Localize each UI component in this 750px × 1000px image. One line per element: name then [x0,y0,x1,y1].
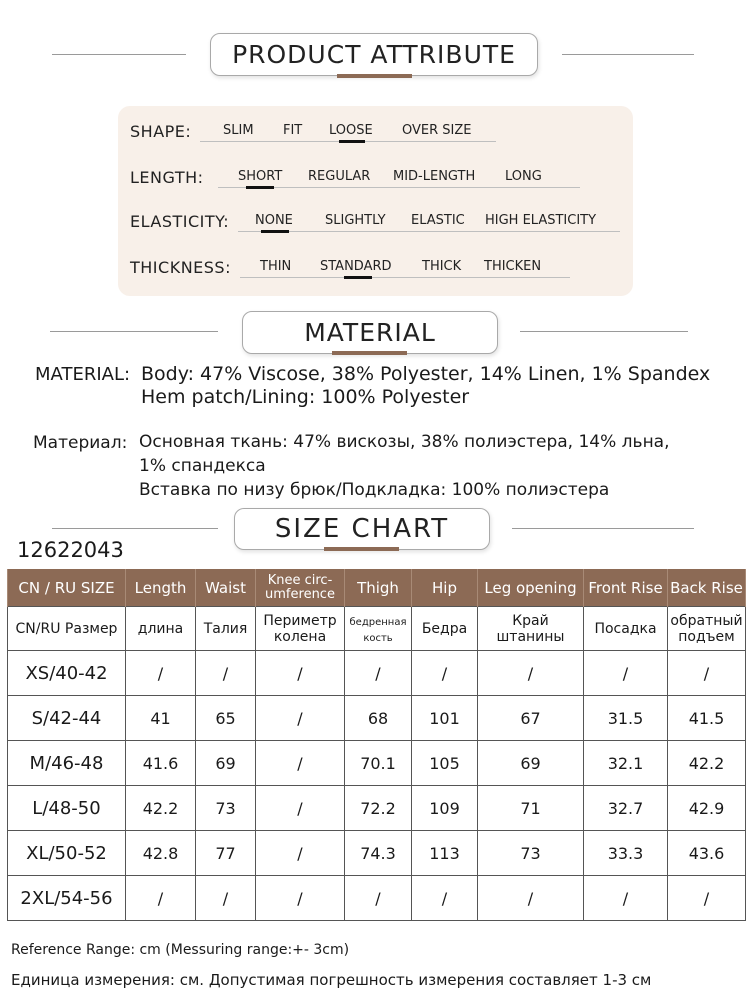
measure-cell: / [256,696,345,741]
material-line-ru: Основная ткань: 47% вискозы, 38% полиэстера, 14% льна, [139,432,670,452]
size-cell: S/42-44 [8,696,126,741]
material-line-en: Hem patch/Lining: 100% Polyester [141,386,470,408]
title-accent-bar [332,351,407,355]
measure-cell: / [196,651,256,696]
measure-cell: / [478,651,584,696]
footer-note-ru: Единица измерения: см. Допустимая погрешность измерения составляет 1-3 см [11,971,652,989]
material-label-ru: Материал: [33,433,128,453]
material-line-ru: 1% спандекса [139,456,266,476]
col-header-ru: Талия [196,607,256,651]
measure-cell: 74.3 [345,831,412,876]
measure-cell: 109 [412,786,478,831]
measure-cell: 42.9 [668,786,746,831]
attr-label-thickness: THICKNESS: [130,258,231,277]
measure-cell: 69 [478,741,584,786]
measure-cell: 101 [412,696,478,741]
attr-option: REGULAR [308,169,371,184]
measure-cell: 41.6 [126,741,196,786]
section-title-text: SIZE CHART [274,514,450,544]
size-rows [8,651,746,921]
attr-option: THICKEN [484,259,542,274]
col-header: Thigh [345,569,412,607]
measure-cell: / [256,741,345,786]
measure-cell: 41.5 [668,696,746,741]
section-title-text: MATERIAL [304,318,436,347]
measure-cell: 42.2 [126,786,196,831]
material-line-en: Body: 47% Viscose, 38% Polyester, 14% Linen, 1% Spandex [141,363,711,385]
attr-option: SLIM [223,123,254,138]
attr-label-elasticity: ELASTICITY: [130,212,230,231]
measure-cell: / [256,831,345,876]
measure-cell: 72.2 [345,786,412,831]
table-row [8,651,746,696]
col-header-ru: Периметр колена [256,607,345,651]
divider-line [50,331,218,332]
title-accent-bar [337,74,412,78]
measure-cell: 105 [412,741,478,786]
table-row [8,741,746,786]
col-header-ru: обратный подъем [668,607,746,651]
measure-cell: 69 [196,741,256,786]
attr-option: HIGH ELASTICITY [485,213,597,228]
material-line-ru: Вставка по низу брюк/Подкладка: 100% полиэстера [139,480,610,500]
col-header-ru [345,607,412,651]
attr-label-shape: SHAPE: [130,122,192,141]
attr-option-selected: SHORT [238,169,283,184]
attr-selected-marker [261,230,289,233]
measure-cell: 65 [196,696,256,741]
attr-underline [240,277,570,278]
col-header-ru: CN/RU Размер [8,607,126,651]
size-chart-table [7,569,746,921]
measure-cell: / [412,876,478,921]
table-header-ru-row [8,607,746,651]
measure-cell: 32.1 [584,741,668,786]
table-header-row [8,569,746,607]
measure-cell: / [584,651,668,696]
attr-option: OVER SIZE [402,123,472,138]
section-title-product-attribute [210,33,538,76]
measure-cell: 73 [196,786,256,831]
attr-option: ELASTIC [411,213,465,228]
attr-option: MID-LENGTH [393,169,476,184]
table-row [8,696,746,741]
attr-option: FIT [283,123,303,138]
col-header: Waist [196,569,256,607]
divider-line [52,528,218,529]
measure-cell: / [256,876,345,921]
attr-selected-marker [339,140,365,143]
measure-cell: 42.8 [126,831,196,876]
measure-cell: / [584,876,668,921]
col-header-ru: Край штанины [478,607,584,651]
attr-underline [238,231,620,232]
col-header-ru-text: бедренная кость [349,616,407,644]
measure-cell: 33.3 [584,831,668,876]
col-header: Knee circ- umference [256,569,345,607]
section-title-material [242,311,498,354]
col-header: Leg opening [478,569,584,607]
divider-line [52,54,186,55]
title-accent-bar [324,547,399,551]
col-header: CN / RU SIZE [8,569,126,607]
measure-cell: 67 [478,696,584,741]
attr-label-length: LENGTH: [130,168,204,187]
attr-selected-marker [246,186,274,189]
measure-cell: / [256,786,345,831]
divider-line [512,528,694,529]
measure-cell: / [668,651,746,696]
measure-cell: / [345,651,412,696]
measure-cell: / [196,876,256,921]
measure-cell: / [256,651,345,696]
attr-option: SLIGHTLY [325,213,386,228]
attribute-panel [118,106,633,296]
table-row [8,786,746,831]
section-title-text: PRODUCT ATTRIBUTE [232,40,516,69]
col-header: Back Rise [668,569,746,607]
measure-cell: / [478,876,584,921]
table-row [8,876,746,921]
attr-option-selected: NONE [255,213,293,228]
measure-cell: 68 [345,696,412,741]
size-cell: XL/50-52 [8,831,126,876]
col-header-ru: Посадка [584,607,668,651]
measure-cell: 42.2 [668,741,746,786]
measure-cell: / [126,876,196,921]
measure-cell: / [126,651,196,696]
col-header-ru: Бедра [412,607,478,651]
size-cell: M/46-48 [8,741,126,786]
col-header: Length [126,569,196,607]
col-header: Hip [412,569,478,607]
measure-cell: 70.1 [345,741,412,786]
attr-option-selected: LOOSE [329,123,373,138]
material-label-en: MATERIAL: [35,364,131,385]
divider-line [520,331,688,332]
measure-cell: 41 [126,696,196,741]
footer-note-en: Reference Range: cm (Messuring range:+- 3cm) [11,942,350,958]
measure-cell: / [345,876,412,921]
measure-cell: / [412,651,478,696]
divider-line [562,54,694,55]
col-header: Front Rise [584,569,668,607]
attr-option: THIN [260,259,292,274]
measure-cell: 113 [412,831,478,876]
attr-selected-marker [344,276,372,279]
measure-cell: 77 [196,831,256,876]
section-title-size-chart [234,508,490,550]
attr-option: LONG [505,169,542,184]
size-cell: 2XL/54-56 [8,876,126,921]
table-row [8,831,746,876]
measure-cell: / [668,876,746,921]
size-cell: L/48-50 [8,786,126,831]
col-header-ru: длина [126,607,196,651]
measure-cell: 71 [478,786,584,831]
measure-cell: 32.7 [584,786,668,831]
measure-cell: 73 [478,831,584,876]
measure-cell: 43.6 [668,831,746,876]
attr-option: THICK [422,259,462,274]
attr-option-selected: STANDARD [320,259,392,274]
measure-cell: 31.5 [584,696,668,741]
product-code: 12622043 [17,538,124,562]
size-cell: XS/40-42 [8,651,126,696]
